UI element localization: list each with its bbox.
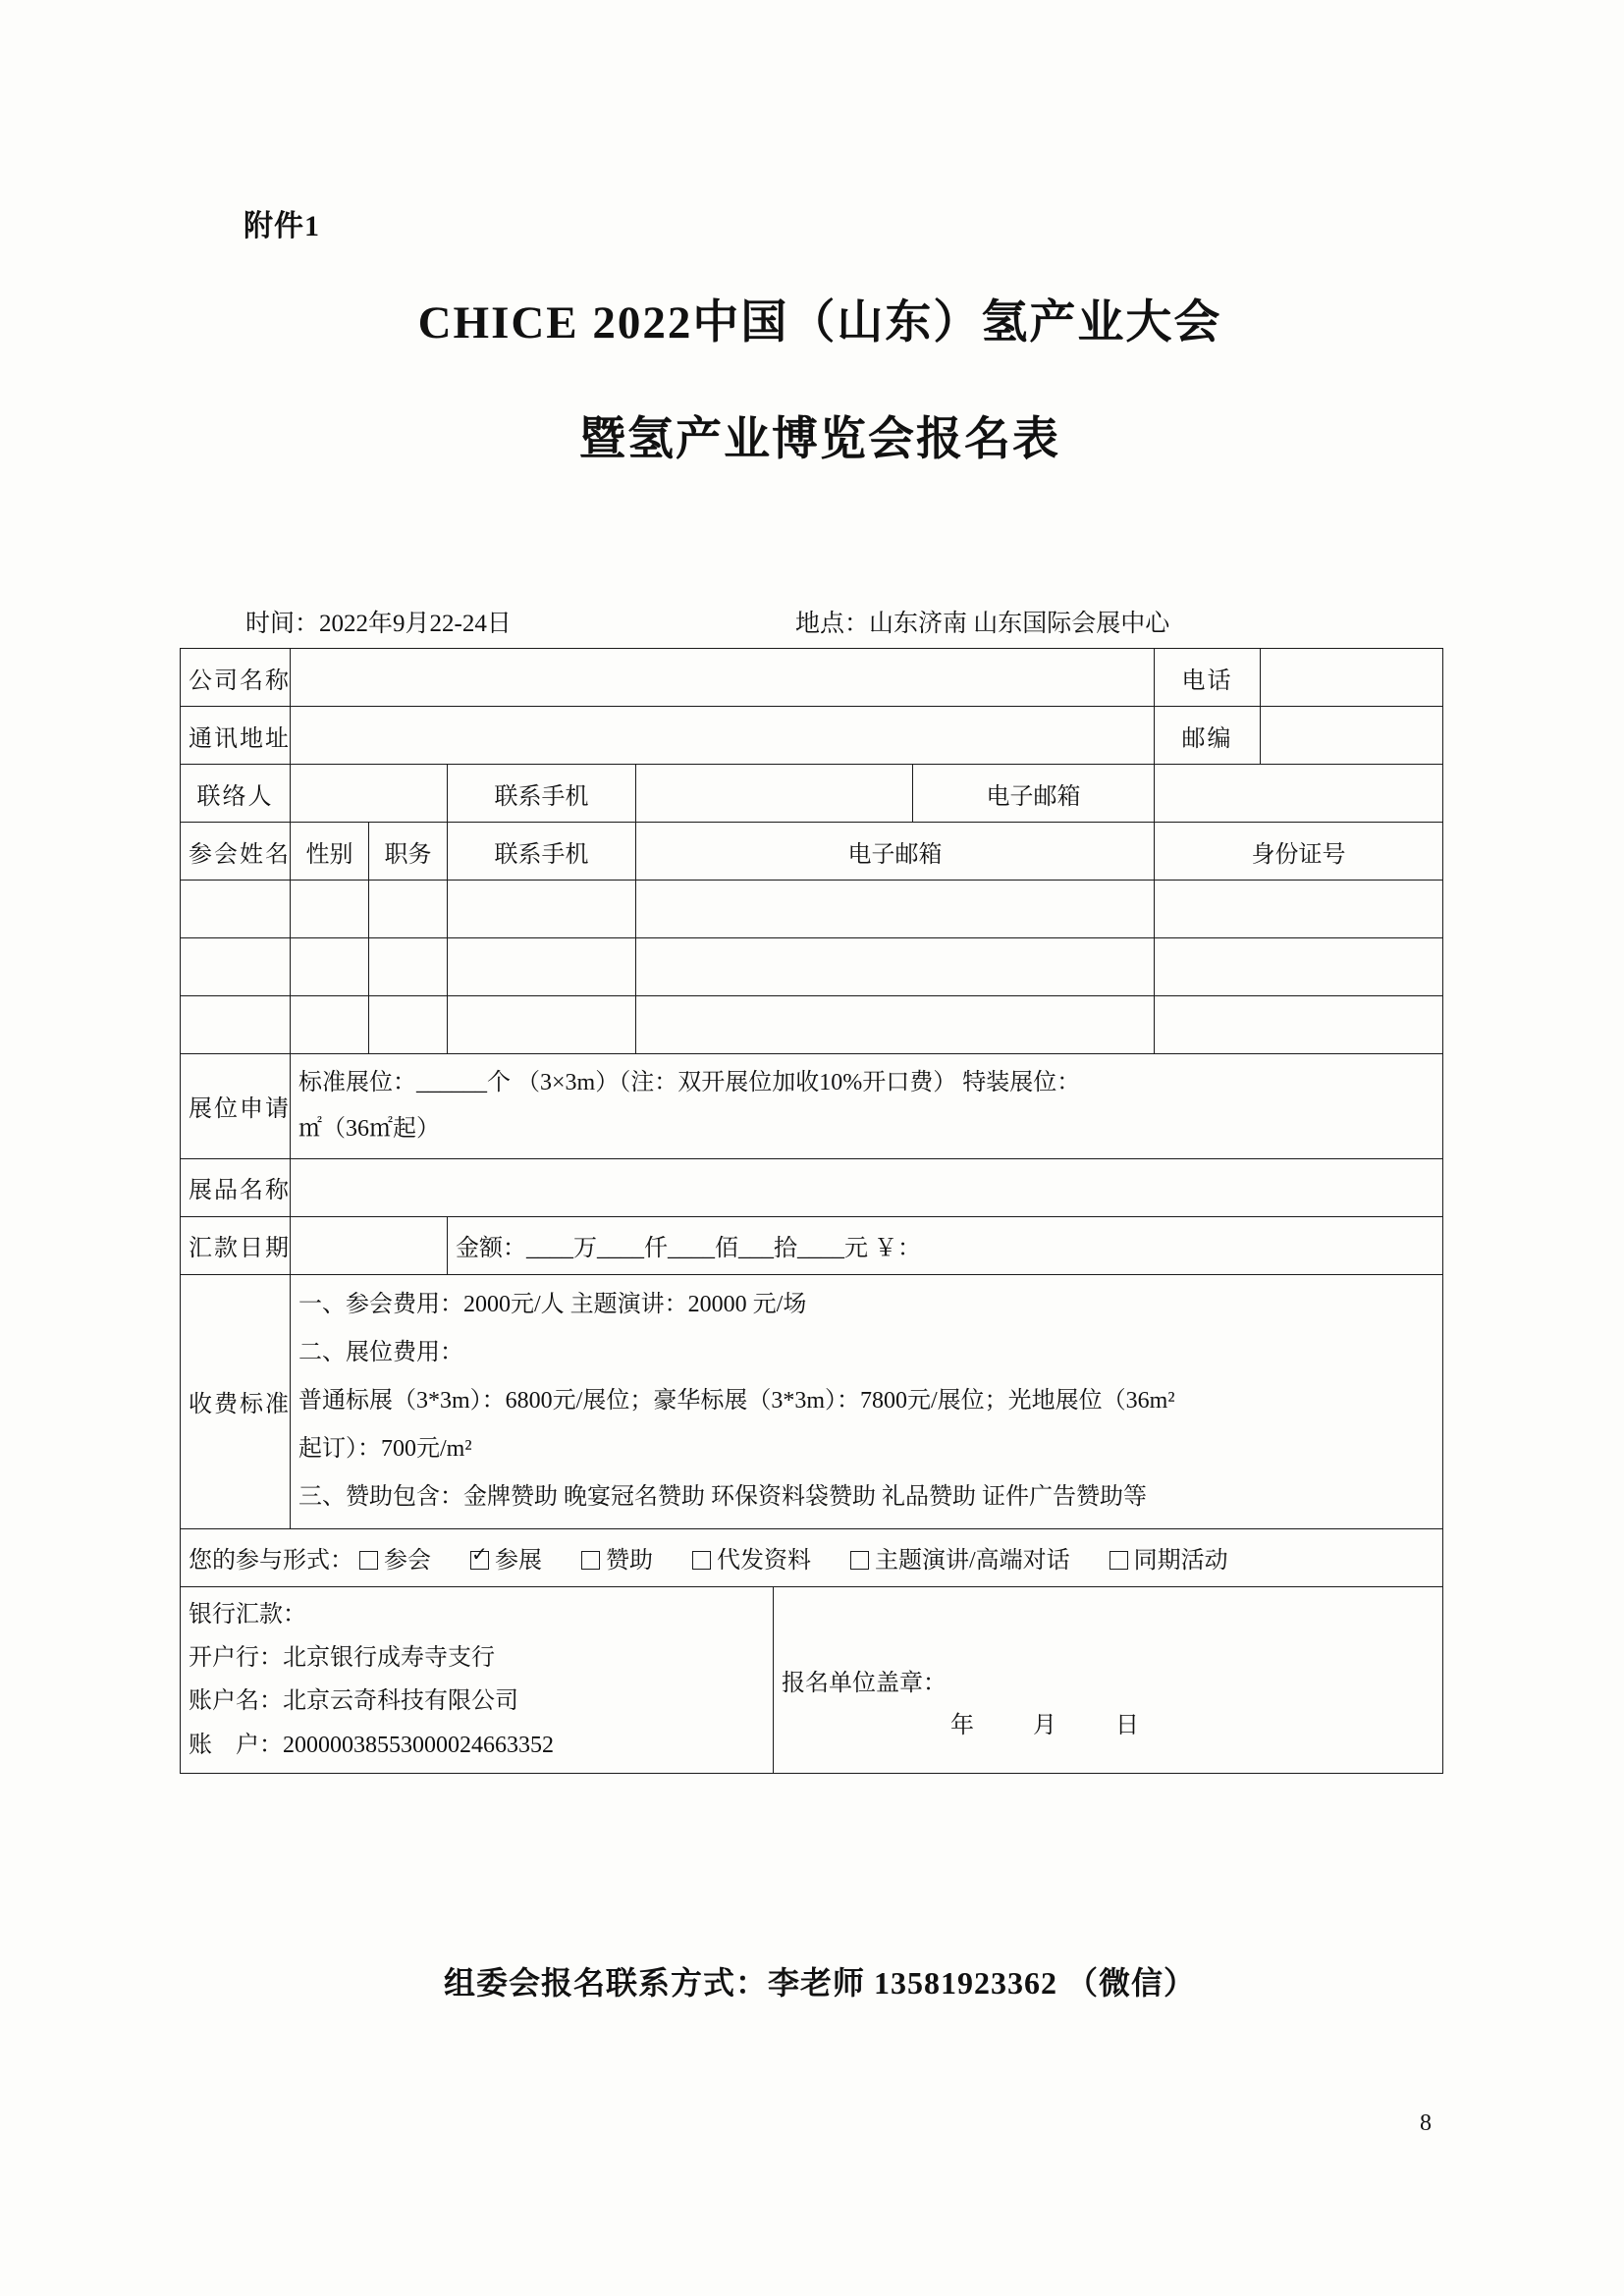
table-row-bank-seal (181, 1586, 1443, 1774)
participation-option-label: 主题演讲/高端对话 (875, 1548, 1070, 1575)
attachment-label: 附件1 (244, 210, 320, 242)
postcode-input[interactable] (1261, 707, 1443, 765)
company-name-input[interactable] (291, 649, 1155, 707)
event-place: 地点：山东济南 山东国际会展中心 (795, 611, 1170, 637)
checkbox-icon[interactable] (850, 1551, 869, 1570)
contact-mobile-input[interactable] (636, 765, 913, 823)
attendee-id-input[interactable] (1155, 881, 1443, 938)
attendee-name-input[interactable] (181, 996, 291, 1054)
attendee-mobile-input[interactable] (448, 996, 636, 1054)
exhibit-name-input[interactable] (291, 1158, 1443, 1216)
participation-option-label: 参展 (495, 1548, 542, 1575)
booth-line-2: ㎡（36㎡起） (298, 1115, 440, 1142)
attendee-email-input[interactable] (636, 881, 1155, 938)
checkbox-icon[interactable] (1110, 1551, 1128, 1570)
company-name-label: 公司名称 (181, 649, 291, 707)
attendee-name-input[interactable] (181, 881, 291, 938)
attendee-mobile-input[interactable] (448, 938, 636, 996)
event-time: 时间：2022年9月22-24日 (245, 611, 512, 637)
contact-name-input[interactable] (291, 765, 448, 823)
attendee-header-mobile: 联系手机 (448, 823, 636, 881)
attendee-header-email: 电子邮箱 (636, 823, 1155, 881)
phone-input[interactable] (1261, 649, 1443, 707)
attendee-header-position: 职务 (369, 823, 448, 881)
attendee-position-input[interactable] (369, 996, 448, 1054)
booth-line-1: 标准展位：______个 （3×3m）（注：双开展位加收10%开口费） 特装展位： (298, 1070, 1081, 1095)
table-row-attendee-header (181, 823, 1443, 881)
participation-option-canzhan[interactable] (470, 1540, 542, 1575)
title-line-1: CHICE 2022中国（山东）氢产业大会 (417, 297, 1222, 348)
address-input[interactable] (291, 707, 1155, 765)
attendee-header-name: 参会姓名 (181, 823, 291, 881)
remit-date-label: 汇款日期 (181, 1216, 291, 1274)
attendee-email-input[interactable] (636, 996, 1155, 1054)
booth-application-cell[interactable] (291, 1054, 1443, 1159)
table-row-company (181, 649, 1443, 707)
attendee-header-id: 身份证号 (1155, 823, 1443, 881)
attendee-gender-input[interactable] (291, 938, 369, 996)
fee-line-1: 一、参会费用：2000元/人 主题演讲：20000 元/场 (298, 1291, 807, 1317)
document-title (187, 294, 1453, 469)
participation-option-label: 参会 (384, 1548, 431, 1575)
bank-branch: 开户行：北京银行成寿寺支行 (189, 1644, 495, 1671)
checkbox-checked-icon[interactable] (470, 1551, 489, 1570)
phone-label: 电话 (1155, 649, 1261, 707)
bank-info-cell (181, 1586, 774, 1774)
seal-day-label: 日 (1115, 1713, 1140, 1739)
table-row-contact (181, 765, 1443, 823)
fee-line-4: 起订）：700元/m² (298, 1436, 472, 1463)
participation-option-tongqihuodong[interactable] (1110, 1540, 1228, 1575)
table-row-attendee (181, 938, 1443, 996)
seal-cell[interactable] (774, 1586, 1443, 1774)
attendee-gender-input[interactable] (291, 881, 369, 938)
attendee-name-input[interactable] (181, 938, 291, 996)
bank-account-name: 账户名：北京云奇科技有限公司 (189, 1688, 518, 1715)
fee-line-3: 普通标展（3*3m）：6800元/展位；豪华标展（3*3m）：7800元/展位；光地展位（36m² (298, 1387, 1175, 1414)
remit-date-input[interactable] (291, 1216, 448, 1274)
bank-title: 银行汇款： (189, 1601, 306, 1628)
attendee-gender-input[interactable] (291, 996, 369, 1054)
table-row-attendee (181, 881, 1443, 938)
fee-line-2: 二、展位费用： (298, 1339, 463, 1365)
fee-standard-label: 收费标准 (181, 1274, 291, 1528)
attendee-position-input[interactable] (369, 938, 448, 996)
fee-standard-cell (291, 1274, 1443, 1528)
postcode-label: 邮编 (1155, 707, 1261, 765)
table-row-participation (181, 1528, 1443, 1586)
seal-date-line (950, 1705, 1191, 1739)
participation-option-zanzhu[interactable] (581, 1540, 653, 1575)
seal-label: 报名单位盖章： (782, 1670, 947, 1696)
address-label: 通讯地址 (181, 707, 291, 765)
table-row-exhibit (181, 1158, 1443, 1216)
checkbox-icon[interactable] (692, 1551, 711, 1570)
attendee-position-input[interactable] (369, 881, 448, 938)
checkbox-icon[interactable] (581, 1551, 600, 1570)
participation-option-canhui[interactable] (359, 1540, 431, 1575)
fee-line-5: 三、赞助包含：金牌赞助 晚宴冠名赞助 环保资料袋赞助 礼品赞助 证件广告赞助等 (298, 1484, 1147, 1511)
attendee-id-input[interactable] (1155, 938, 1443, 996)
participation-label: 您的参与形式： (189, 1548, 353, 1575)
page-number: 8 (1420, 2110, 1432, 2136)
booth-label: 展位申请 (181, 1054, 291, 1159)
table-row-address (181, 707, 1443, 765)
table-row-booth (181, 1054, 1443, 1159)
table-row-attendee (181, 996, 1443, 1054)
seal-year-label: 年 (950, 1713, 975, 1739)
participation-cell (181, 1528, 1443, 1586)
exhibit-label: 展品名称 (181, 1158, 291, 1216)
attendee-email-input[interactable] (636, 938, 1155, 996)
participation-option-label: 同期活动 (1133, 1548, 1228, 1575)
contact-mobile-label: 联系手机 (448, 765, 636, 823)
table-row-fees (181, 1274, 1443, 1528)
bank-account-number: 账 户：20000038553000024663352 (189, 1732, 554, 1758)
contact-label: 联络人 (181, 765, 291, 823)
table-row-remittance (181, 1216, 1443, 1274)
title-line-2: 暨氢产业博览会报名表 (579, 413, 1060, 465)
event-meta (245, 604, 1404, 639)
participation-option-label: 赞助 (606, 1548, 653, 1575)
registration-form-table (180, 648, 1443, 1774)
checkbox-icon[interactable] (359, 1551, 378, 1570)
footer-contact: 组委会报名联系方式：李老师 13581923362 （微信） (443, 1965, 1196, 2001)
participation-option-label: 代发资料 (717, 1548, 811, 1575)
contact-email-label: 电子邮箱 (913, 765, 1155, 823)
participation-option-daifaziliao[interactable] (692, 1540, 811, 1575)
attendee-id-input[interactable] (1155, 996, 1443, 1054)
amount-line[interactable]: 金额：____万____仟____佰___拾____元 ￥： (448, 1216, 1443, 1274)
attendee-mobile-input[interactable] (448, 881, 636, 938)
seal-month-label: 月 (1033, 1713, 1057, 1739)
contact-email-input[interactable] (1155, 765, 1443, 823)
participation-option-zhutiyanjiang[interactable] (850, 1540, 1070, 1575)
attendee-header-gender: 性别 (291, 823, 369, 881)
